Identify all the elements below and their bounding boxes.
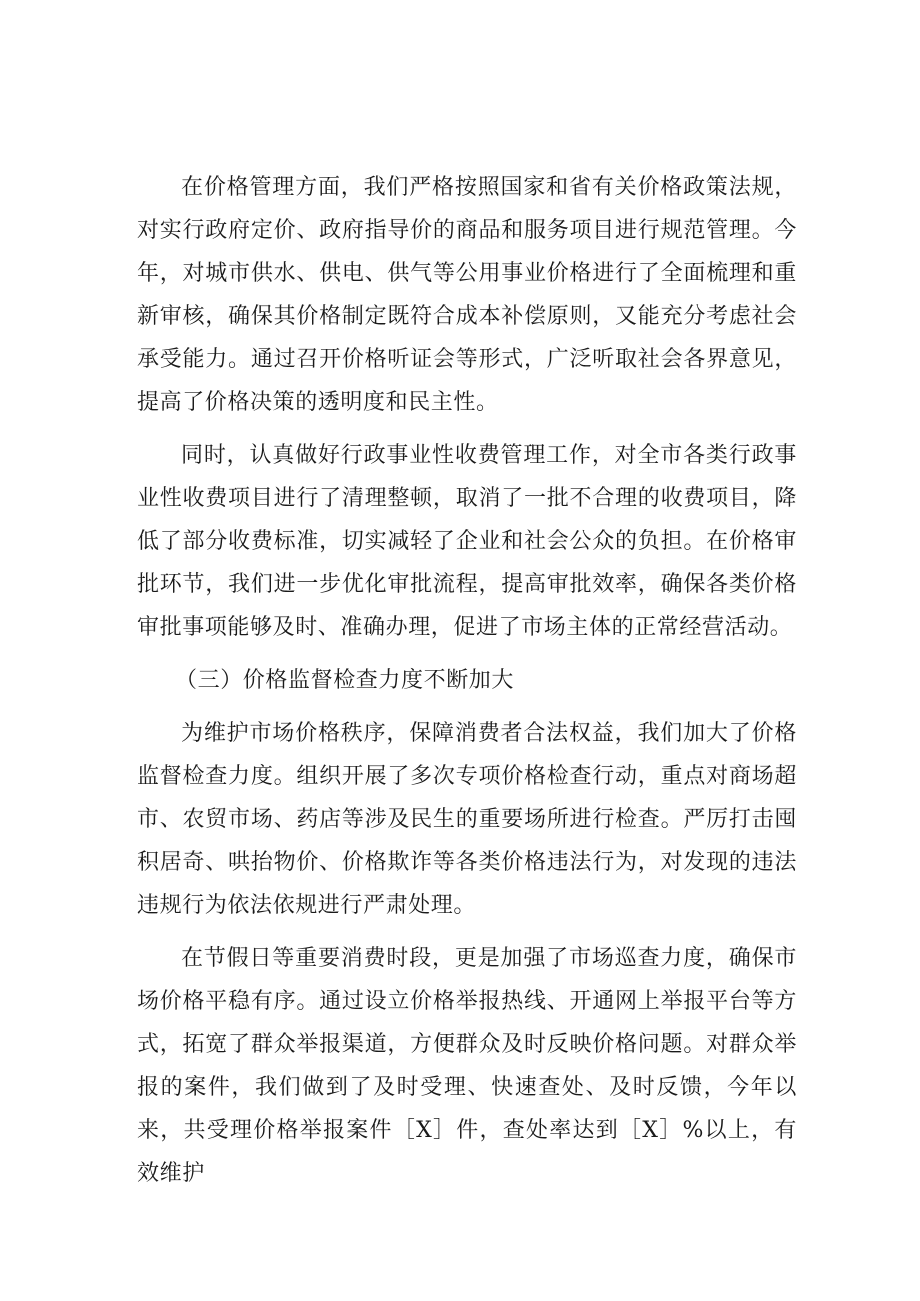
paragraph-price-inspection: 为维护市场价格秩序，保障消费者合法权益，我们加大了价格监督检查力度。组织开展了多次专项价格检查行动，重点对商场超市、农贸市场、药店等涉及民生的重要场所进行检查。严厉打击囤积居奇、哄抬物价、价格欺诈等各类价格违法行为，对发现的违法违规行为依法依规进行严肃处理。 [137,721,797,918]
section-heading: （三）价格监督检查力度不断加大 [175,668,515,693]
paragraph-holiday-inspection: 在节假日等重要消费时段，更是加强了市场巡查力度，确保市场价格平稳有序。通过设立价格举报热线、开通网上举报平台等方式，拓宽了群众举报渠道，方便群众及时反映价格问题。对群众举报的案件，我们做到了及时受理、快速查处、及时反馈，今年以来，共受理价格举报案件［X］件，查处率达到［X］%以上，有效维护 [137,946,797,1186]
paragraph-fee-management: 同时，认真做好行政事业性收费管理工作，对全市各类行政事业性收费项目进行了清理整顿，取消了一批不合理的收费项目，降低了部分收费标准，切实减轻了企业和社会公众的负担。在价格审批环节，我们进一步优化审批流程，提高审批效率，确保各类价格审批事项能够及时、准确办理，促进了市场主体的正常经营活动。 [137,443,797,640]
document-body [137,166,797,1205]
paragraph-price-management: 在价格管理方面，我们严格按照国家和省有关价格政策法规，对实行政府定价、政府指导价的商品和服务项目进行规范管理。今年，对城市供水、供电、供气等公用事业价格进行了全面梳理和重新审核，确保其价格制定既符合成本补偿原则，又能充分考虑社会承受能力。通过召开价格听证会等形式，广泛听取社会各界意见，提高了价格决策的透明度和民主性。 [137,175,797,415]
